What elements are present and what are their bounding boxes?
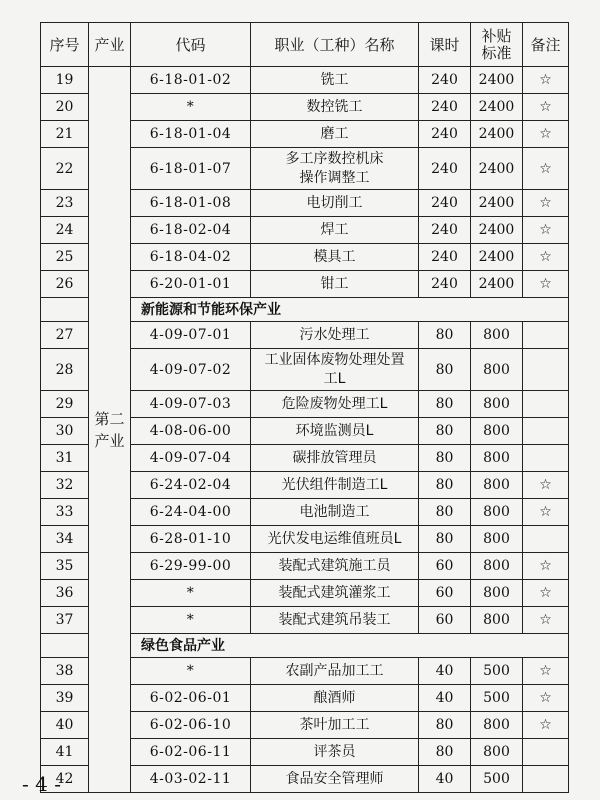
seq-cell: 21 [41,121,89,148]
code-cell: 6-18-01-07 [131,148,251,190]
name-cell: 焊工 [251,217,419,244]
seq-cell: 30 [41,418,89,445]
seq-cell: 26 [41,271,89,298]
hours-cell: 80 [419,499,471,526]
note-cell: ☆ [523,607,569,634]
seq-cell: 40 [41,712,89,739]
subsidy-cell: 2400 [471,94,523,121]
subsidy-cell: 800 [471,739,523,766]
code-cell: 4-09-07-01 [131,322,251,349]
note-cell: ☆ [523,712,569,739]
note-cell [523,322,569,349]
page-number: - 4 - [22,772,61,796]
hours-cell: 60 [419,607,471,634]
name-cell: 模具工 [251,244,419,271]
subsidy-cell: 800 [471,472,523,499]
subsidy-cell: 500 [471,658,523,685]
header-code: 代码 [131,23,251,67]
code-cell: 6-18-02-04 [131,217,251,244]
note-cell: ☆ [523,553,569,580]
note-cell [523,349,569,391]
seq-cell: 41 [41,739,89,766]
subsidy-cell: 800 [471,712,523,739]
hours-cell: 80 [419,739,471,766]
note-cell: ☆ [523,148,569,190]
header-subsidy: 补贴 标准 [471,23,523,67]
code-cell: 4-08-06-00 [131,418,251,445]
subsidy-cell: 800 [471,526,523,553]
hours-cell: 80 [419,445,471,472]
name-cell: 多工序数控机床 操作调整工 [251,148,419,190]
code-cell: 6-18-01-04 [131,121,251,148]
code-cell: 6-29-99-00 [131,553,251,580]
hours-cell: 80 [419,391,471,418]
code-cell: 6-02-06-01 [131,685,251,712]
note-cell: ☆ [523,67,569,94]
hours-cell: 240 [419,67,471,94]
seq-cell: 37 [41,607,89,634]
hours-cell: 240 [419,148,471,190]
name-cell: 工业固体废物处理处置 工L [251,349,419,391]
hours-cell: 80 [419,322,471,349]
subsidy-cell: 800 [471,322,523,349]
header-note: 备注 [523,23,569,67]
seq-cell: 32 [41,472,89,499]
industry-cell: 第二 产业 [89,67,131,793]
name-cell: 装配式建筑吊装工 [251,607,419,634]
code-cell: 6-24-02-04 [131,472,251,499]
seq-cell: 19 [41,67,89,94]
seq-cell: 23 [41,190,89,217]
note-cell: ☆ [523,94,569,121]
seq-cell: 33 [41,499,89,526]
code-cell: 4-03-02-11 [131,766,251,793]
subsidy-cell: 800 [471,418,523,445]
subsidy-cell: 800 [471,580,523,607]
subsidy-cell: 2400 [471,67,523,94]
hours-cell: 240 [419,94,471,121]
name-cell: 危险废物处理工L [251,391,419,418]
code-cell: 6-18-01-02 [131,67,251,94]
note-cell [523,766,569,793]
code-cell: 6-02-06-10 [131,712,251,739]
seq-cell: 29 [41,391,89,418]
name-cell: 数控铣工 [251,94,419,121]
name-cell: 茶叶加工工 [251,712,419,739]
hours-cell: 240 [419,121,471,148]
seq-cell: 35 [41,553,89,580]
name-cell: 碳排放管理员 [251,445,419,472]
note-cell [523,418,569,445]
hours-cell: 240 [419,271,471,298]
hours-cell: 80 [419,526,471,553]
subsidy-cell: 500 [471,685,523,712]
code-cell: 6-24-04-00 [131,499,251,526]
hours-cell: 40 [419,766,471,793]
hours-cell: 240 [419,217,471,244]
seq-cell: 20 [41,94,89,121]
name-cell: 食品安全管理师 [251,766,419,793]
note-cell: ☆ [523,244,569,271]
code-cell: 6-18-01-08 [131,190,251,217]
name-cell: 钳工 [251,271,419,298]
header-hours: 课时 [419,23,471,67]
note-cell: ☆ [523,271,569,298]
note-cell: ☆ [523,217,569,244]
name-cell: 光伏发电运维值班员L [251,526,419,553]
name-cell: 电切削工 [251,190,419,217]
code-cell: 4-09-07-04 [131,445,251,472]
header-row [41,23,569,67]
subsidy-cell: 800 [471,391,523,418]
name-cell: 电池制造工 [251,499,419,526]
note-cell: ☆ [523,658,569,685]
note-cell: ☆ [523,121,569,148]
note-cell: ☆ [523,685,569,712]
header-seq: 序号 [41,23,89,67]
note-cell [523,739,569,766]
note-cell [523,526,569,553]
seq-cell: 38 [41,658,89,685]
note-cell [523,391,569,418]
subsidy-cell: 800 [471,607,523,634]
category-label: 新能源和节能环保产业 [131,298,569,322]
name-cell: 农副产品加工工 [251,658,419,685]
subsidy-cell: 2400 [471,271,523,298]
code-cell: 4-09-07-03 [131,391,251,418]
hours-cell: 80 [419,472,471,499]
note-cell: ☆ [523,190,569,217]
hours-cell: 60 [419,553,471,580]
subsidy-cell: 800 [471,553,523,580]
seq-cell: 27 [41,322,89,349]
name-cell: 铣工 [251,67,419,94]
seq-cell: 39 [41,685,89,712]
subsidy-cell: 2400 [471,217,523,244]
category-seq-blank [41,634,89,658]
name-cell: 光伏组件制造工L [251,472,419,499]
category-seq-blank [41,298,89,322]
code-cell: 6-28-01-10 [131,526,251,553]
hours-cell: 80 [419,349,471,391]
hours-cell: 80 [419,418,471,445]
subsidy-cell: 800 [471,499,523,526]
note-cell: ☆ [523,472,569,499]
name-cell: 污水处理工 [251,322,419,349]
seq-cell: 22 [41,148,89,190]
code-cell: 6-18-04-02 [131,244,251,271]
code-cell: * [131,94,251,121]
category-label: 绿色食品产业 [131,634,569,658]
hours-cell: 240 [419,190,471,217]
subsidy-cell: 2400 [471,121,523,148]
name-cell: 环境监测员L [251,418,419,445]
seq-cell: 28 [41,349,89,391]
name-cell: 装配式建筑施工员 [251,553,419,580]
code-cell: 6-02-06-11 [131,739,251,766]
subsidy-cell: 2400 [471,148,523,190]
hours-cell: 60 [419,580,471,607]
code-cell: * [131,607,251,634]
name-cell: 评茶员 [251,739,419,766]
seq-cell: 34 [41,526,89,553]
seq-cell: 42 [41,766,89,793]
seq-cell: 25 [41,244,89,271]
subsidy-cell: 2400 [471,190,523,217]
seq-cell: 24 [41,217,89,244]
subsidy-cell: 2400 [471,244,523,271]
table-row [41,67,569,94]
code-cell: 4-09-07-02 [131,349,251,391]
name-cell: 装配式建筑灌浆工 [251,580,419,607]
code-cell: 6-20-01-01 [131,271,251,298]
hours-cell: 240 [419,244,471,271]
note-cell: ☆ [523,499,569,526]
note-cell: ☆ [523,580,569,607]
header-name: 职业（工种）名称 [251,23,419,67]
subsidy-cell: 800 [471,349,523,391]
code-cell: * [131,580,251,607]
training-subsidy-table [40,22,569,793]
hours-cell: 40 [419,685,471,712]
name-cell: 酿酒师 [251,685,419,712]
header-industry: 产业 [89,23,131,67]
hours-cell: 40 [419,658,471,685]
subsidy-cell: 500 [471,766,523,793]
hours-cell: 80 [419,712,471,739]
code-cell: * [131,658,251,685]
note-cell [523,445,569,472]
seq-cell: 31 [41,445,89,472]
subsidy-cell: 800 [471,445,523,472]
name-cell: 磨工 [251,121,419,148]
seq-cell: 36 [41,580,89,607]
